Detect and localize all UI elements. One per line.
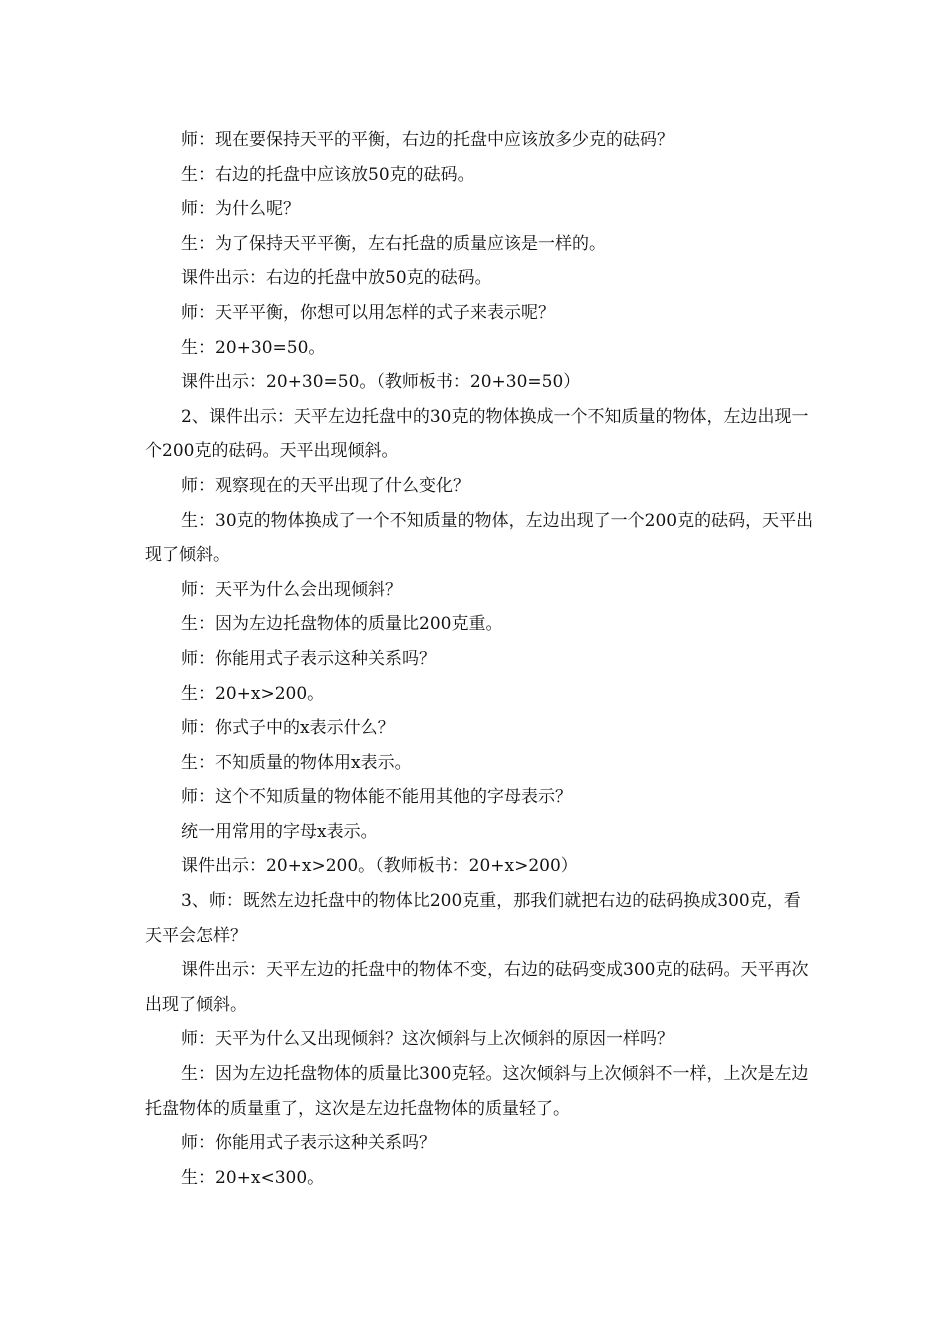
paragraph: 生：不知质量的物体用x表示。 [181,752,412,773]
paragraph: 3、师：既然左边托盘中的物体比200克重，那我们就把右边的砝码换成300克，看天平会怎样？ [145,891,801,946]
paragraph: 生：20+30=50。 [181,337,326,358]
paragraph: 师：这个不知质量的物体能不能用其他的字母表示？ [181,787,572,808]
paragraph: 师：现在要保持天平的平衡，右边的托盘中应该放多少克的砝码？ [181,130,674,150]
paragraph: 师：天平平衡，你想可以用怎样的式子来表示呢？ [181,302,555,323]
paragraph: 生：右边的托盘中应该放50克的砝码。 [181,164,475,185]
paragraph: 师：你能用式子表示这种关系吗？ [181,648,436,669]
paragraph: 统一用常用的字母x表示。 [181,821,378,842]
paragraph: 课件出示：天平左边的托盘中的物体不变，右边的砝码变成300克的砝码。天平再次出现了倾斜。 [145,960,809,1015]
paragraph: 生：为了保持天平平衡，左右托盘的质量应该是一样的。 [181,233,606,254]
paragraph: 生：30克的物体换成了一个不知质量的物体，左边出现了一个200克的砝码，天平出现了倾斜。 [145,510,814,566]
paragraph: 2、课件出示：天平左边托盘中的30克的物体换成一个不知质量的物体，左边出现一个200克的砝码。天平出现倾斜。 [145,406,809,462]
paragraph: 生：20+x<300。 [181,1167,325,1188]
paragraph: 师：你能用式子表示这种关系吗？ [181,1133,436,1154]
paragraph: 生：因为左边托盘物体的质量比300克轻。这次倾斜与上次倾斜不一样，上次是左边托盘物体的质量重了，这次是左边托盘物体的质量轻了。 [145,1064,809,1119]
paragraph: 师：观察现在的天平出现了什么变化？ [181,475,470,496]
paragraph: 师：你式子中的x表示什么？ [181,718,395,739]
paragraph: 课件出示：20+30=50。（教师板书：20+30=50） [181,372,581,393]
paragraph: 师：天平为什么又出现倾斜？这次倾斜与上次倾斜的原因一样吗？ [181,1029,674,1050]
paragraph: 师：天平为什么会出现倾斜？ [181,579,402,600]
paragraph: 生：因为左边托盘物体的质量比200克重。 [181,614,503,635]
paragraph: 课件出示：右边的托盘中放50克的砝码。 [181,268,492,289]
document-body [145,123,815,1195]
paragraph: 生：20+x>200。 [181,683,325,704]
paragraph: 师：为什么呢？ [181,199,300,220]
paragraph: 课件出示：20+x>200。（教师板书：20+x>200） [181,856,578,877]
